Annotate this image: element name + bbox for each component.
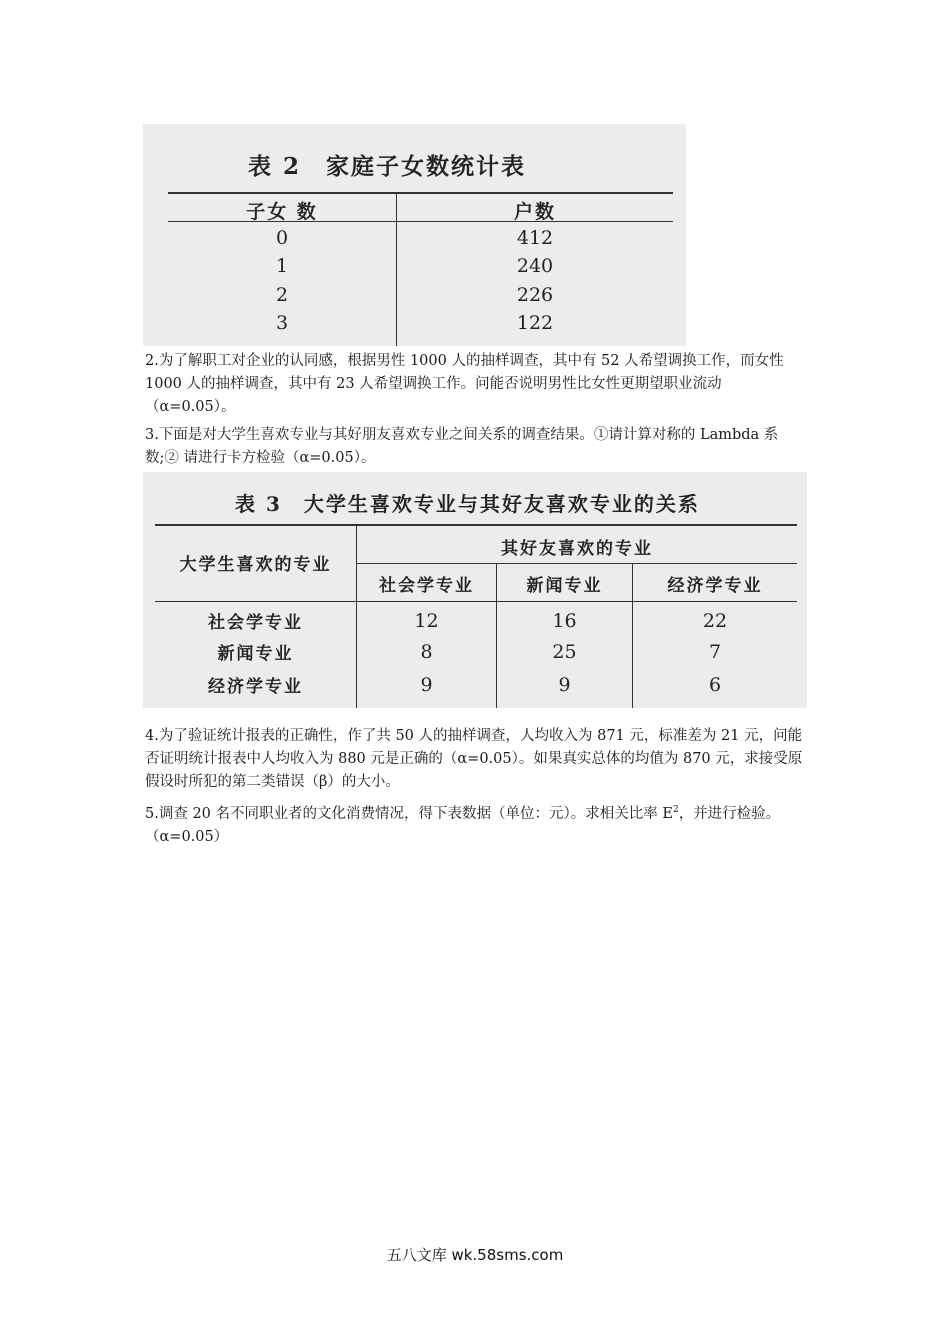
table2-top-rule [168,192,673,194]
question-2-text: 2.为了解职工对企业的认同感，根据男性 1000 人的抽样调查，其中有 52 人希望调换工作，而女性 1000 人的抽样调查，其中有 23 人希望调换工作。问能否说明男性比女性更期望职业流动（α=0.05）。 [145,353,784,415]
table2-row-3-children: 3 [275,312,289,334]
table3-cell: 9 [420,674,433,696]
table2-header-households: 户数 [513,201,556,223]
table3-image [143,472,807,708]
table2-row-0-children: 0 [275,227,289,249]
table3-cell: 16 [552,610,577,632]
table2-row-0-households: 412 [516,227,554,249]
table2-header-children: 子女 数 [246,201,318,223]
table3-cell: 25 [552,641,577,663]
question-2 [145,350,810,419]
table2-row-3-households: 122 [516,312,554,334]
table3-cell: 7 [708,641,722,663]
table3-group-rule [356,563,797,564]
table3-top-rule [155,524,797,526]
table2-image [143,124,686,346]
question-4 [145,725,810,794]
question-3 [145,424,810,470]
question-5-text [145,799,810,849]
table3-col-journalism: 新闻专业 [526,576,603,596]
table2-row-1-children: 1 [275,255,289,277]
table2-title: 表 2 家庭子女数统计表 [248,153,527,180]
table3-col-economics: 经济学专业 [667,576,763,596]
table3-row-label: 社会学专业 [208,613,303,633]
footer-watermark: 五八文库 wk.58sms.com [386,1246,564,1264]
table3-row-label: 经济学专业 [208,677,303,697]
table3-col-sociology: 社会学专业 [379,576,474,596]
table2-row-2-households: 226 [516,284,554,306]
question-4-text: 4.为了验证统计报表的正确性，作了共 50 人的抽样调查，人均收入为 871 元，标准差为 21 元，问能否证明统计报表中人均收入为 880 元是正确的（α=0.05）。如果真实总体的均值为 870 元，求接受原假设时所犯的第二类错误（β）的大小。 [145,728,803,790]
table3-cell: 8 [420,641,433,663]
question-5-main: 5.调查 20 名不同职业者的文化消费情况，得下表数据（单位：元）。求相关比率 E [145,805,673,822]
table3-cell: 6 [708,674,722,696]
question-5-superscript: 2 [672,805,679,815]
table3-title: 表 3 大学生喜欢专业与其好友喜欢专业的关系 [235,492,700,516]
question-5-tail: ，并进行检验。（α=0.05） [145,805,781,845]
table3-cell: 22 [702,610,728,632]
table2-row-1-households: 240 [516,255,554,277]
table3-row-header: 大学生喜欢的专业 [179,555,332,575]
table3-row-label: 新闻专业 [217,644,294,664]
table3-cell: 9 [558,674,571,696]
question-3-text: 3.下面是对大学生喜欢专业与其好朋友喜欢专业之间关系的调查结果。①请计算对称的 Lambda 系数;② 请进行卡方检验（α=0.05）。 [145,427,779,466]
table3-cell: 12 [414,610,439,632]
table3-header-rule [155,601,797,602]
question-5 [145,799,810,849]
table2-row-2-children: 2 [275,284,289,306]
table3-column-group: 其好友喜欢的专业 [501,539,653,559]
